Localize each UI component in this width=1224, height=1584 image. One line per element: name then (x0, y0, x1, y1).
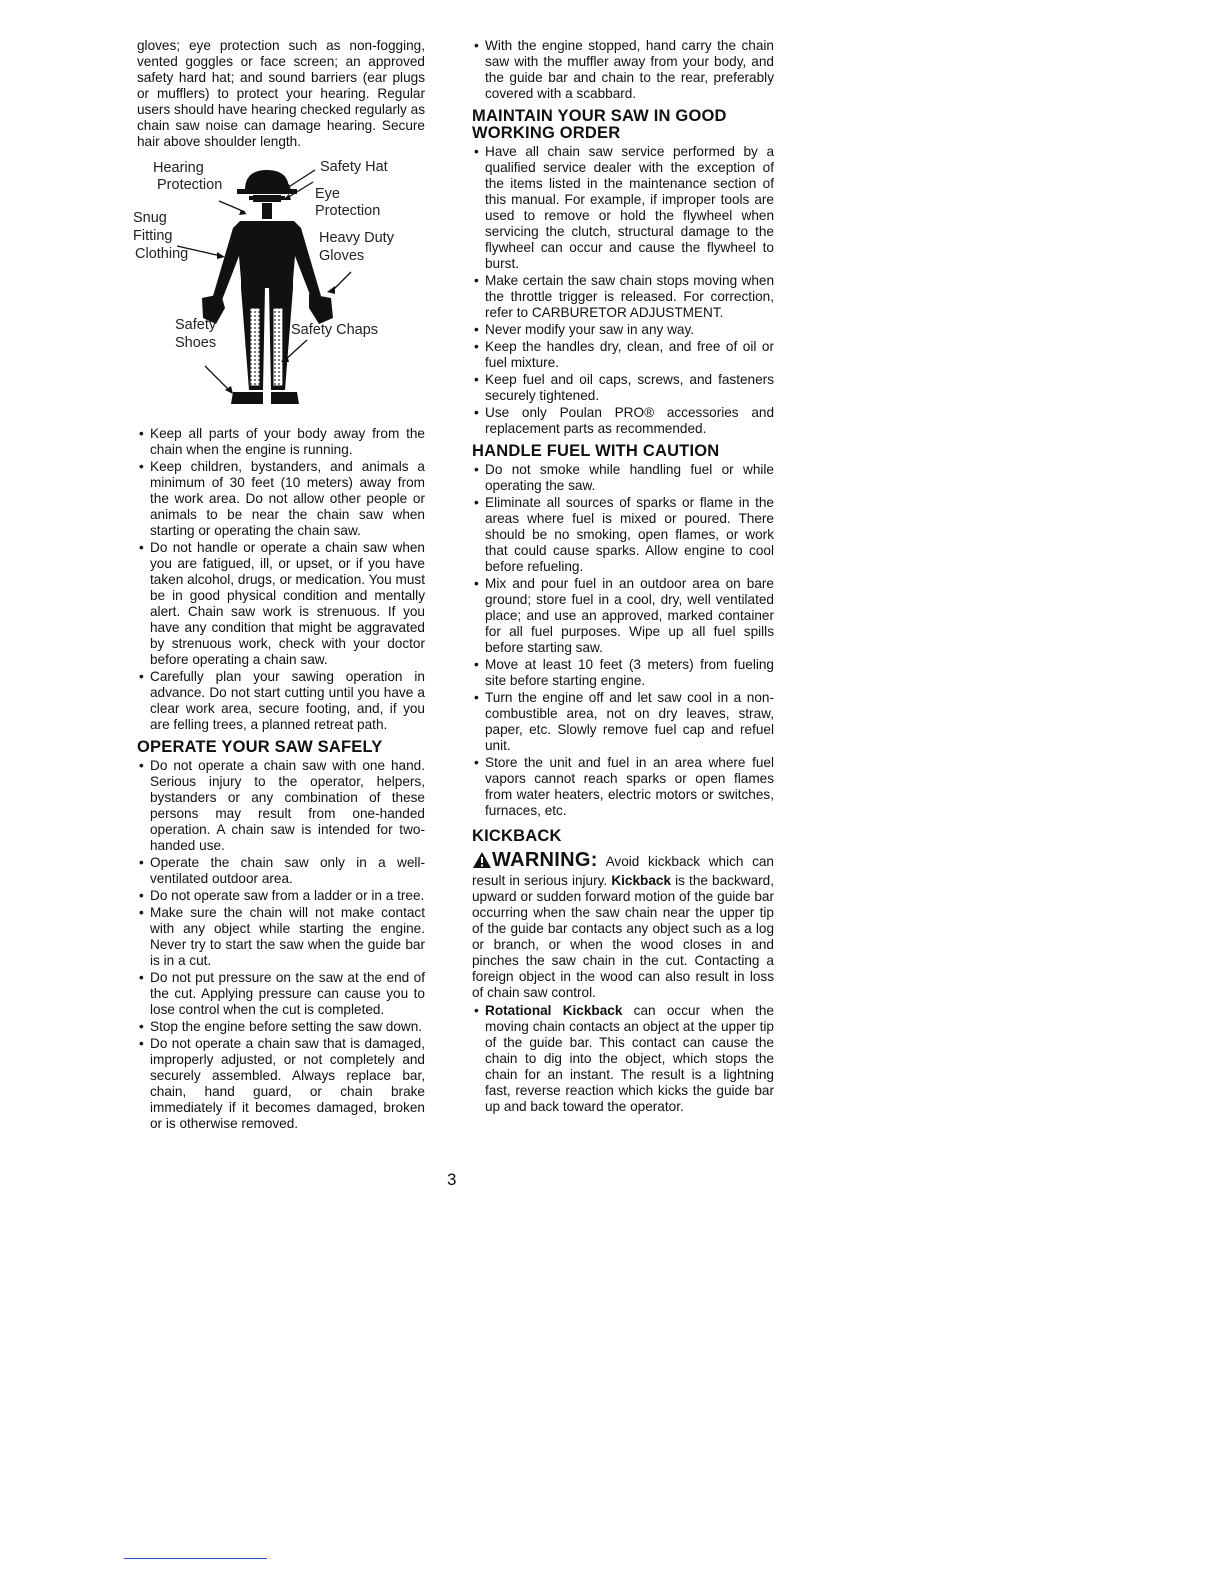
list-item: • Do not operate a chain saw that is damaged, improperly adjusted, or not completely and securely assembled. Always replace bar, chain, hand guard, or chain brake immediately if it becomes damaged, broken or is otherwise removed. (137, 1036, 425, 1132)
list-item: • Eliminate all sources of sparks or flame in the areas where fuel is mixed or poured. There should be no smoking, open flames, or work that could cause sparks. Allow engine to cool before refueling. (472, 495, 774, 575)
kickback-warning-paragraph (472, 851, 774, 1001)
operator-silhouette-illustration (137, 158, 425, 420)
rotational-kickback-term: Rotational Kickback (485, 1003, 623, 1018)
list-item: • Keep fuel and oil caps, screws, and fasteners securely tightened. (472, 372, 774, 404)
label-snug-fitting-1: Snug (133, 210, 167, 226)
list-item: • Operate the chain saw only in a well-ventilated outdoor area. (137, 855, 425, 887)
list-item: • Turn the engine off and let saw cool in a non-combustible area, not on dry leaves, straw, paper, etc. Slowly remove fuel cap and refuel unit. (472, 690, 774, 754)
label-eye-protection-1: Eye (315, 186, 340, 202)
list-item (472, 1003, 774, 1115)
label-snug-fitting-2: Fitting (133, 228, 173, 244)
kickback-term: Kickback (611, 873, 672, 888)
heading-handle-fuel: HANDLE FUEL WITH CAUTION (472, 442, 720, 460)
label-eye-protection-2: Protection (315, 203, 381, 219)
list-item: • Move at least 10 feet (3 meters) from fueling site before starting engine. (472, 657, 774, 689)
list-item: • Do not smoke while handling fuel or while operating the saw. (472, 462, 774, 494)
list-item: • Keep all parts of your body away from the chain when the engine is running. (137, 426, 425, 458)
intro-paragraph: gloves; eye protection such as non-fogging, vented goggles or face screen; an approved safety hard hat; and sound barriers (ear plugs or mufflers) to protect your hearing. Regular users should have hearing checked regularly as chain saw noise can damage hearing. Secure hair above shoulder length. (137, 38, 425, 149)
list-item: • Do not handle or operate a chain saw when you are fatigued, ill, or upset, or if you have taken alcohol, drugs, or medication. You must be in good physical condition and mentally alert. Chain saw work is strenuous. If you have any condition that might be aggravated by strenuous work, check with your doctor before operating a chain saw. (137, 540, 425, 668)
handle-fuel-list (472, 462, 774, 819)
safety-gear-figure (133, 158, 425, 420)
list-item: • Mix and pour fuel in an outdoor area on bare ground; store fuel in a cool, dry, well ventilated place; and use an approved, marked container for all fuel purposes. Wipe up all fuel spills before starting saw. (472, 576, 774, 656)
warning-triangle-icon (472, 851, 492, 873)
kickback-types-list (472, 1003, 774, 1115)
warning-lead-text: Avoid kickback which can result in serious injury. (472, 854, 774, 888)
label-hearing-protection-1: Hearing (153, 160, 204, 176)
list-item: • Keep the handles dry, clean, and free of oil or fuel mixture. (472, 339, 774, 371)
list-item: • Do not operate a chain saw with one hand. Serious injury to the operator, helpers, bystanders or any combination of these persons may result from one-handed operation. A chain saw is intended for two-handed use. (137, 758, 425, 854)
list-item: • Make sure the chain will not make contact with any object while starting the engine. Never try to start the saw when the guide bar is in a cut. (137, 905, 425, 969)
label-safety-chaps: Safety Chaps (291, 322, 379, 338)
general-safety-list (137, 426, 425, 733)
list-item: • Do not operate saw from a ladder or in a tree. (137, 888, 425, 904)
list-item: • Make certain the saw chain stops moving when the throttle trigger is released. For correction, refer to CARBURETOR ADJUSTMENT. (472, 273, 774, 321)
label-hearing-protection-2: Protection (157, 177, 223, 193)
list-item: • Use only Poulan PRO® accessories and replacement parts as recommended. (472, 405, 774, 437)
label-heavy-duty-gloves-2: Gloves (319, 248, 365, 264)
page-number: 3 (447, 1170, 457, 1189)
list-item: • Keep children, bystanders, and animals a minimum of 30 feet (10 meters) away from the work area. Do not allow other people or animals to be near the chain saw when starting or operating the chain saw. (137, 459, 425, 539)
warning-rest-text: is the backward, upward or sudden forward motion of the guide bar occurring when the saw chain near the upper tip of the guide bar contacts any object such as a log or branch, or when the wood closes in and pinches the saw chain in the cut. Contacting a foreign object in the wood can also result in loss of chain saw control. (472, 873, 774, 1000)
list-item: • Carefully plan your sawing operation in advance. Do not start cutting until you have a clear work area, secure footing, and, if you are felling trees, a planned retreat path. (137, 669, 425, 733)
heading-kickback: KICKBACK (472, 827, 562, 845)
list-item: • Stop the engine before setting the saw down. (137, 1019, 425, 1035)
list-item: • Do not put pressure on the saw at the end of the cut. Applying pressure can cause you to lose control when the cut is completed. (137, 970, 425, 1018)
list-item: • Store the unit and fuel in an area where fuel vapors cannot reach sparks or open flames from water heaters, electric motors or switches, furnaces, etc. (472, 755, 774, 819)
maintain-saw-list (472, 144, 774, 437)
operate-safely-list (137, 758, 425, 1132)
label-safety-hat: Safety Hat (320, 159, 388, 175)
carry-saw-list (472, 38, 774, 102)
label-safety-shoes-2: Shoes (175, 335, 217, 351)
heading-operate-safely: OPERATE YOUR SAW SAFELY (137, 738, 383, 756)
label-heavy-duty-gloves-1: Heavy Duty (319, 230, 394, 246)
list-item: • Never modify your saw in any way. (472, 322, 774, 338)
left-column (133, 38, 425, 1133)
right-column (472, 38, 774, 1116)
heading-maintain-saw: MAINTAIN YOUR SAW IN GOOD WORKING ORDER (472, 107, 727, 142)
footer-rule (124, 1558, 267, 1559)
list-item: • With the engine stopped, hand carry the chain saw with the muffler away from your body, and the guide bar and chain to the rear, preferably covered with a scabbard. (472, 38, 774, 102)
label-safety-shoes-1: Safety (175, 317, 217, 333)
label-snug-fitting-3: Clothing (135, 246, 189, 262)
rotational-kickback-text: can occur when the moving chain contacts an object at the upper tip of the guide bar. This contact can cause the chain to dig into the object, which stops the chain for an instant. The result is a lightning fast, reverse reaction which kicks the guide bar up and back toward the operator. (485, 1003, 774, 1114)
warning-label: WARNING: (492, 849, 598, 871)
list-item: • Have all chain saw service performed by a qualified service dealer with the exception of the items listed in the maintenance section of this manual. For example, if improper tools are used to remove or hold the flywheel when servicing the clutch, structural damage to the flywheel can occur and cause the flywheel to burst. (472, 144, 774, 272)
